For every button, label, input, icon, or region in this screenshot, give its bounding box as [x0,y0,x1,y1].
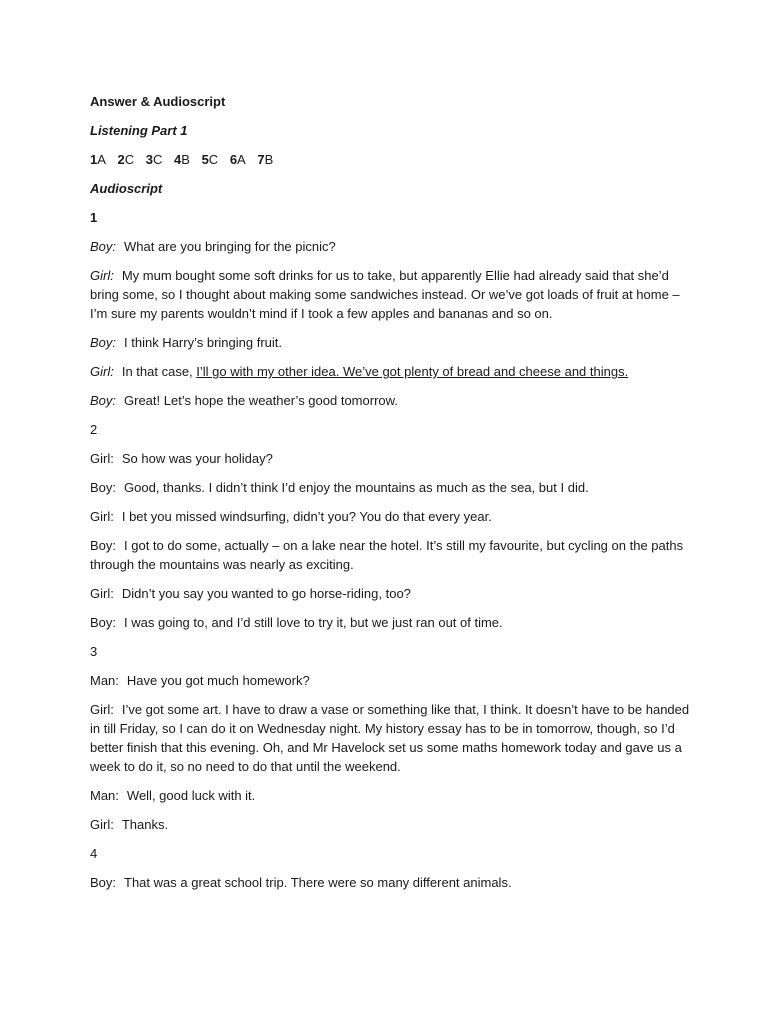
dialogue-line [90,391,690,410]
line-text: I got to do some, actually – on a lake near the hotel. It’s still my favourite, but cycling on the paths through the mountains was nearly as exciting. [90,538,684,572]
line-text: I was going to, and I’d still love to try it, but we just ran out of time. [124,615,503,630]
speaker-label: Girl: [90,509,114,524]
speaker-label: Boy: [90,335,117,350]
dialogue-line [90,786,690,805]
section-number: 3 [90,644,98,659]
line-text: I’ve got some art. I have to draw a vase or something like that, I think. It doesn’t have to be handed in till Friday, so I can do it on Wednesday night. My history essay has to be in tomorrow, though, so I’d better finish that this evening. Oh, and Mr Havelock set us some maths homework today and gave us a week to do it, so no need to do that until the weekend. [90,702,690,774]
answer-item: 1A [90,152,106,167]
dialogue-line [90,584,690,603]
speaker-label: Girl: [90,817,114,832]
speaker-label: Boy: [90,538,117,553]
underlined-answer-text: I’ll go with my other idea. We’ve got plenty of bread and cheese and things. [196,364,629,379]
speaker-label: Boy: [90,615,117,630]
page-title: Answer & Audioscript [90,94,226,109]
answer-item: 4B [174,152,190,167]
line-text: Have you got much homework? [126,673,310,688]
line-text: Thanks. [121,817,169,832]
speaker-label: Girl: [90,268,114,283]
speaker-label: Girl: [90,702,114,717]
speaker-label: Man: [90,673,119,688]
dialogue-line [90,613,690,632]
dialogue-line [90,266,690,323]
speaker-label: Girl: [90,586,114,601]
speaker-label: Boy: [90,393,117,408]
speaker-label: Boy: [90,239,117,254]
section-number: 2 [90,422,98,437]
document-body [90,92,690,902]
line-text: Didn’t you say you wanted to go horse-riding, too? [121,586,411,601]
line-text: I think Harry’s bringing fruit. [124,335,283,350]
dialogue-line [90,237,690,256]
speaker-label: Girl: [90,451,114,466]
line-text: So how was your holiday? [121,451,273,466]
answer-item: 3C [145,152,163,167]
line-text: I bet you missed windsurfing, didn’t you? You do that every year. [121,509,492,524]
dialogue-line [90,815,690,834]
audioscript-heading: Audioscript [90,181,163,196]
dialogue-line [90,507,690,526]
line-text: That was a great school trip. There were so many different animals. [124,875,512,890]
answer-item: 2C [117,152,135,167]
speaker-label: Man: [90,788,119,803]
dialogue-line [90,449,690,468]
dialogue-line [90,700,690,776]
line-text: Well, good luck with it. [126,788,256,803]
line-text: My mum bought some soft drinks for us to take, but apparently Ellie had already said that she’d bring some, so I thought about making some sandwiches instead. Or we’ve got loads of fruit at home – I’m sure my parents wouldn’t mind if I took a few apples and bananas and so on. [90,268,680,321]
section-number: 4 [90,846,98,861]
dialogue-line [90,671,690,690]
line-text: Good, thanks. I didn’t think I’d enjoy the mountains as much as the sea, but I did. [124,480,589,495]
answer-key [90,150,690,169]
dialogue-line [90,333,690,352]
answer-item: 6A [229,152,246,167]
speaker-label: Girl: [90,364,114,379]
answer-item: 5C [201,152,219,167]
line-text: Great! Let’s hope the weather’s good tomorrow. [124,393,398,408]
dialogue-line [90,362,690,381]
part-title: Listening Part 1 [90,123,188,138]
dialogue-line [90,478,690,497]
dialogue-line [90,536,690,574]
line-text: What are you bringing for the picnic? [124,239,336,254]
line-text: In that case, [121,364,197,379]
dialogue-line [90,873,690,892]
speaker-label: Boy: [90,480,117,495]
section-number: 1 [90,210,98,225]
answer-item: 7B [257,152,274,167]
speaker-label: Boy: [90,875,117,890]
